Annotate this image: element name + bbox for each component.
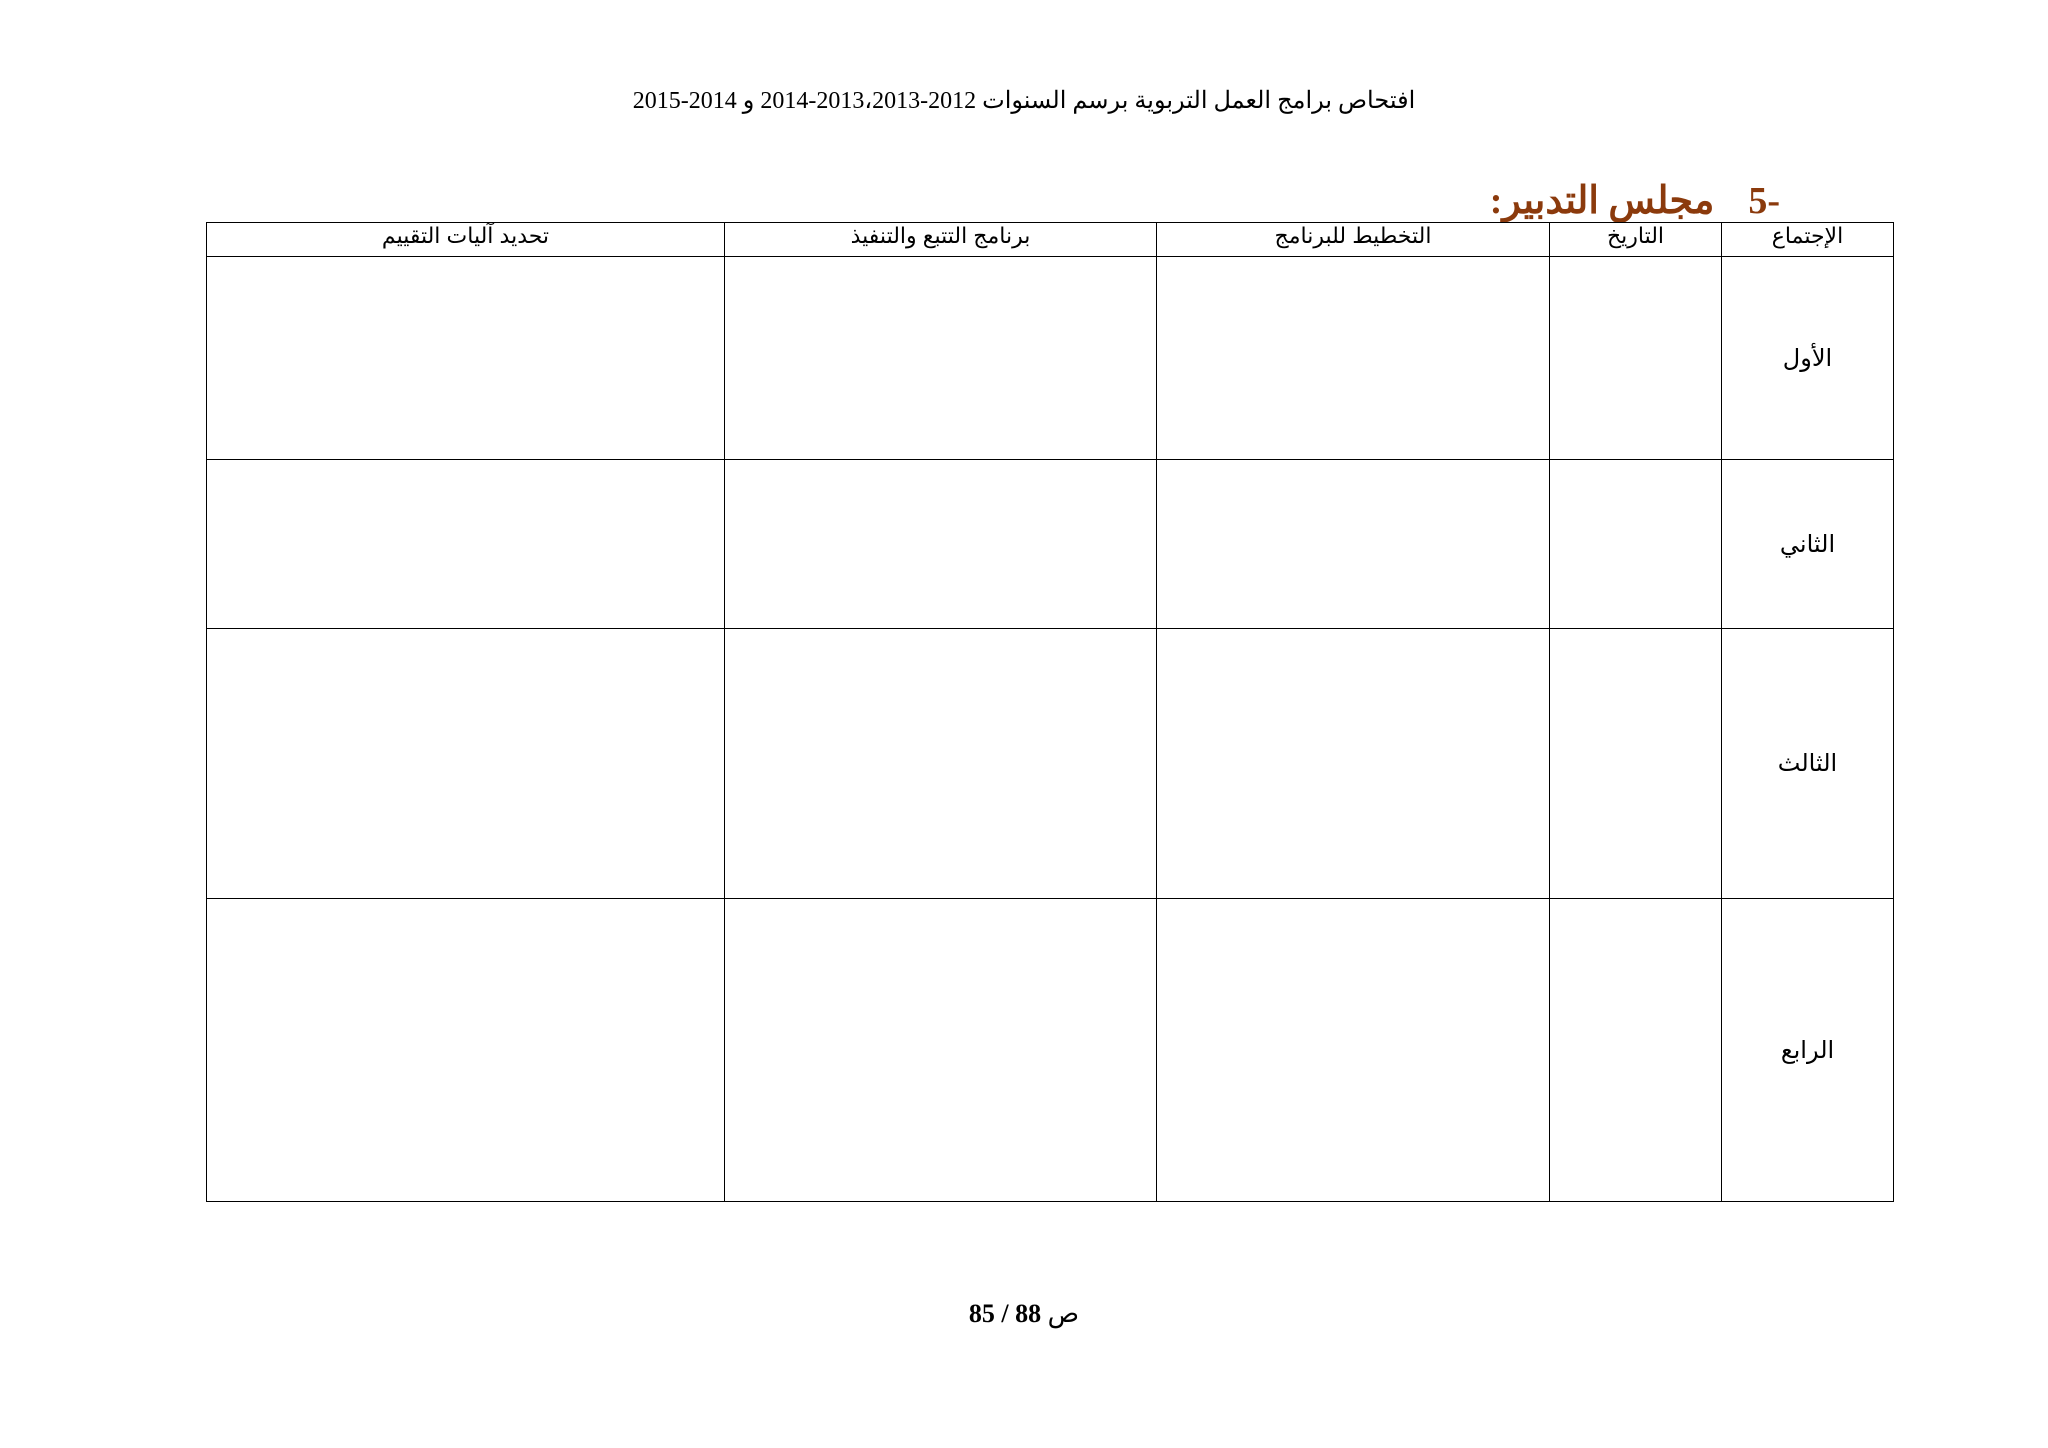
column-header-followup: برنامج التتبع والتنفيذ <box>725 223 1157 257</box>
evaluation-cell[interactable] <box>207 629 725 899</box>
meeting-cell: الثاني <box>1722 460 1894 629</box>
table-row <box>207 899 1894 1202</box>
evaluation-cell[interactable] <box>207 460 725 629</box>
table-row <box>207 460 1894 629</box>
date-cell[interactable] <box>1550 899 1722 1202</box>
followup-cell[interactable] <box>725 257 1157 460</box>
meeting-cell: الأول <box>1722 257 1894 460</box>
followup-cell[interactable] <box>725 460 1157 629</box>
meeting-cell: الثالث <box>1722 629 1894 899</box>
planning-cell[interactable] <box>1157 460 1550 629</box>
page-number: 85 / 88 <box>968 1299 1042 1328</box>
meetings-table <box>206 222 1894 1202</box>
section-number: -5 <box>1748 180 1780 222</box>
column-header-date: التاريخ <box>1550 223 1722 257</box>
table-row <box>207 257 1894 460</box>
section-heading <box>1490 176 1780 226</box>
column-header-evaluation: تحديد آليات التقييم <box>207 223 725 257</box>
planning-cell[interactable] <box>1157 257 1550 460</box>
meeting-cell: الرابع <box>1722 899 1894 1202</box>
page-suffix: ص <box>1047 1299 1080 1328</box>
column-header-meeting: الإجتماع <box>1722 223 1894 257</box>
planning-cell[interactable] <box>1157 899 1550 1202</box>
followup-cell[interactable] <box>725 629 1157 899</box>
date-cell[interactable] <box>1550 257 1722 460</box>
section-title: مجلس التدبير: <box>1489 180 1715 222</box>
date-cell[interactable] <box>1550 629 1722 899</box>
page-header: افتحاص برامج العمل التربوية برسم السنوات 2012-2013،2013-2014 و 2014-2015 <box>632 88 1416 114</box>
page-footer <box>0 1296 2048 1332</box>
table-row <box>207 629 1894 899</box>
planning-cell[interactable] <box>1157 629 1550 899</box>
table-header-row <box>207 223 1894 257</box>
evaluation-cell[interactable] <box>207 899 725 1202</box>
date-cell[interactable] <box>1550 460 1722 629</box>
evaluation-cell[interactable] <box>207 257 725 460</box>
column-header-planning: التخطيط للبرنامج <box>1157 223 1550 257</box>
followup-cell[interactable] <box>725 899 1157 1202</box>
